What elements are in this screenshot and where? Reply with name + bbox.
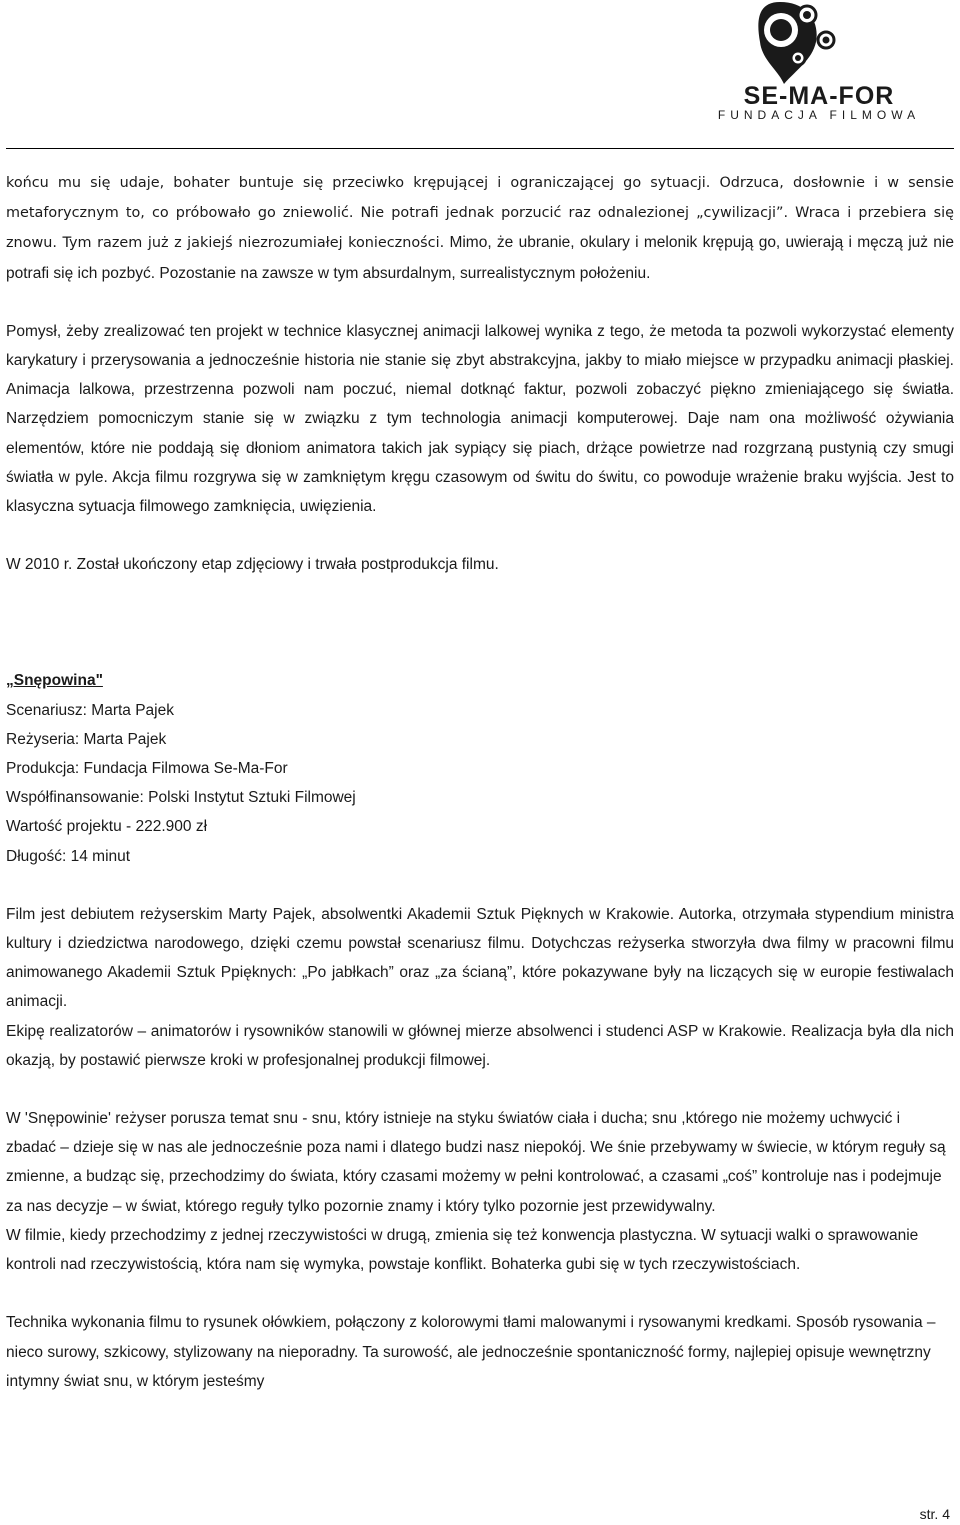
paragraph-2: Pomysł, żeby zrealizować ten projekt w technice klasycznej animacji lalkowej wynika z tego, że metoda ta pozwoli wykorzystać elementy karykatury i przerysowania a jednocześnie historia nie stanie się zbyt abstrakcyjna, jakby to miało miejsce w przypadku animacji płaskiej. Animacja lalkowa, przestrzenna pozwoli nam poczuć, niemal dotknąć faktur, pozwoli zobaczyć piękno zmieniającego się światła. Narzędziem pomocniczym stanie się w związku z tym technologia animacji komputerowej. Daje nam ona możliwość ożywiania elementów, które nie poddają się dłoniom animatora takich jak sypiący się piach, drżące powietrze nad rozgrzaną pustynią czy smugi światła w pyle. Akcja filmu rozgrywa się w zamkniętym kręgu czasowym od świtu do świtu, co powoduje wrażenie braku wyjścia. Jest to klasyczna sytuacja filmowego zamknięcia, uwięzienia. — [6, 322, 954, 516]
paragraph-5: Ekipę realizatorów – animatorów i rysowników stanowili w głównej mierze absolwenci i studenci ASP w Krakowie. Realizacja była dla nich okazją, by postawić pierwsze kroki w profesjonalnej produkcji filmowej. — [6, 1022, 954, 1069]
page-number: str. 4 — [919, 1506, 950, 1522]
credit-production: Produkcja: Fundacja Filmowa Se-Ma-For — [6, 760, 288, 778]
header-divider — [6, 148, 954, 149]
credit-cofinancing: Współfinansowanie: Polski Instytut Sztuki Filmowej — [6, 789, 356, 807]
logo-emblem-icon — [688, 0, 950, 84]
logo-wordmark: SE-MA-FOR — [743, 82, 895, 110]
paragraph-7: W filmie, kiedy przechodzimy z jednej rzeczywistości w drugą, zmienia się też konwencja plastyczna. W sytuacji walki o sprawowanie kontroli nad rzeczywistością, która nam się wymyka, powstaje konflikt. Bohaterka gubi się w tych rzeczywistościach. — [6, 1226, 919, 1274]
credit-budget: Wartość projektu - 222.900 zł — [6, 818, 208, 836]
logo-subtitle: FUNDACJA FILMOWA — [717, 108, 921, 122]
paragraph-4: Film jest debiutem reżyserskim Marty Pajek, absolwentki Akademii Sztuk Pięknych w Krakowie. Autorka, otrzymała stypendium ministra kultury i dziedzictwa narodowego, dzięki czemu powstał scenariusz filmu. Dotychczas reżyserka stworzyła dwa filmy w pracowni filmu animowanego Akademii Sztuk Ppięknych: „Po jabłkach” oraz „za ścianą”, które pokazywane były na liczących się w europie festiwalach animacji. — [6, 905, 954, 1011]
se-ma-for-logo — [688, 0, 950, 126]
credit-screenplay: Scenariusz: Marta Pajek — [6, 701, 174, 719]
paragraph-1-part-b: Mimo, że ubranie, okulary i melonik krępują go, uwierają i męczą już nie potrafi się ich pozbyć. Pozostanie na zawsze w tym absurdalnym, surrealistycznym położeniu. — [6, 234, 954, 282]
paragraph-6: W 'Snępowinie' reżyser porusza temat snu - snu, który istnieje na styku światów ciała i ducha; snu ,którego nie możemy uchwycić i zbadać – dzieje się w nas ale jednocześnie poza nami i dlatego budzi nasz niepokój. We śnie przebywamy w świecie, w którym reguły są zmienne, a budząc się, przechodzimy do świata, który czasami możemy w pełni kontrolować, a czasami „coś” kontroluje nas i podejmuje za nas decyzje – w świat, którego reguły tylko pozornie znamy i który tylko pozornie jest przewidywalny. — [6, 1110, 946, 1215]
paragraph-8: Technika wykonania filmu to rysunek ołówkiem, połączony z kolorowymi tłami malowanymi i rysowanymi kredkami. Sposób rysowania – nieco surowy, szkicowy, stylizowany na nieporadny. Ta surowość, ale jednocześnie spontaniczność formy, najlepiej opisuje wewnętrzny intymny świat snu, w którym jesteśmy — [6, 1314, 936, 1390]
paragraph-1 — [6, 168, 954, 288]
credit-director: Reżyseria: Marta Pajek — [6, 730, 167, 748]
credit-length: Długość: 14 minut — [6, 847, 131, 865]
paragraph-1-part-a: końcu mu się udaje, bohater buntuje się przeciwko krępującej i ograniczającej go sytuacji. Odrzuca, dosłownie i w sensie metaforycznym to, co próbowało go zniewolić. Nie potrafi jednak porzucić raz odnalezionej „cywilizacji”. Wraca i przebiera się znowu. Tym razem już z jakiejś niezrozumiałej konieczności. — [6, 175, 954, 252]
document-body — [6, 168, 954, 1396]
film-credits — [6, 666, 954, 870]
paragraph-3: W 2010 r. Został ukończony etap zdjęciowy i trwała postprodukcja filmu. — [6, 556, 499, 574]
film-title: „Snępowina" — [6, 672, 103, 690]
spacer — [6, 608, 954, 666]
